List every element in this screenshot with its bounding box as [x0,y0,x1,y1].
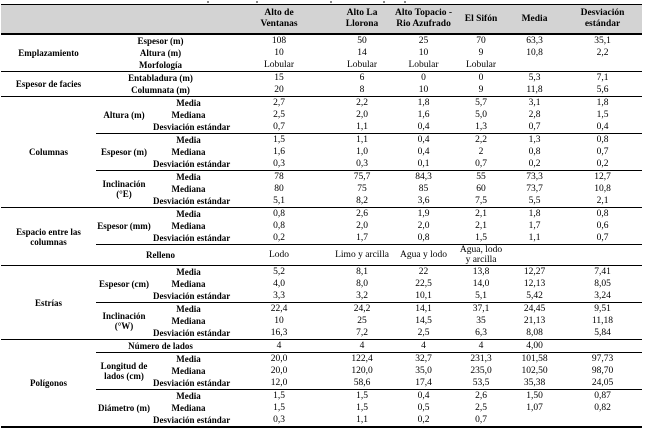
value-cell: 1,7 [528,221,541,231]
value-cell: 1,07 [526,403,543,413]
value-cell: 2,1 [475,221,487,231]
value-cell [563,414,642,427]
value-cell: 0,8 [596,209,609,219]
value-cell: 22,5 [415,279,432,289]
value-cell: 35,38 [506,377,563,390]
value-cell: 14 [357,48,367,58]
value-cell: 10,1 [391,290,456,303]
value-cell: 9 [478,48,484,58]
value-cell: 0,4 [391,121,456,134]
group-cell: Estrías [1,266,96,340]
value-cell: 73,3 [526,172,543,182]
stat-cell: Desviación estándar [153,415,231,425]
stat-cell: Desviación estándar [153,328,231,338]
value-cell: 0,1 [391,158,456,171]
value-cell: 1,3 [456,121,506,134]
label-cell: Altura (m) [139,48,182,58]
value-cell: 1,1 [333,121,391,134]
value-cell: 13,8 [472,267,490,277]
value-cell: 17,4 [391,377,456,390]
table-header [1,5,642,35]
value-cell: 14,1 [415,304,432,314]
value-cell [506,414,563,427]
value-cell: 5,0 [475,110,487,120]
value-cell: 20,0 [270,366,288,376]
value-cell: 97,73 [591,354,614,364]
label-cell: Espesor (m) [137,36,184,46]
value-cell: 24,05 [563,377,642,390]
value-cell: 98,70 [591,366,614,376]
label-cell: Inclinación (°W) [96,303,152,340]
stat-cell: Desviación estándar [153,196,231,206]
label-cell: Espesor (mm) [96,208,152,245]
value-cell: 75 [357,184,367,194]
label-cell: Diámetro (m) [97,403,151,413]
value-cell: 4,00 [506,340,563,353]
value-cell: 0,2 [563,158,642,171]
value-cell: 0 [421,73,426,83]
table-body [1,34,642,427]
value-cell: 2,5 [273,110,285,120]
group-cell: Columnas [1,97,96,208]
value-cell: 1,50 [526,391,543,401]
value-cell: 235,0 [470,366,492,376]
value-cell: 84,3 [415,172,432,182]
value-cell: 6,3 [456,327,506,340]
value-cell: 9 [456,84,506,97]
stat-cell: Mediana [171,366,206,376]
stat-cell: Mediana [171,110,206,120]
label-cell: Longitud de lados (cm) [96,353,152,390]
label-cell: Espesor (cm) [96,266,152,303]
value-cell: 1,6 [417,110,430,120]
value-cell: 2,2 [475,135,487,145]
value-cell: 53,5 [456,377,506,390]
value-cell: 1,5 [273,391,285,401]
value-cell: 0,8 [391,232,456,245]
stat-cell: Mediana [171,279,206,289]
value-cell: 11,18 [592,316,614,326]
value-cell: 5,84 [563,327,642,340]
label-cell: Inclinación (°E) [96,171,152,208]
header-cell: Media [506,5,563,35]
value-cell: Lodo [225,245,333,266]
stats-table [1,4,642,428]
value-cell: 0,3 [333,158,391,171]
value-cell: 5,7 [475,98,487,108]
value-cell: 12,27 [523,267,546,277]
value-cell: 3,24 [563,290,642,303]
value-cell: 8,05 [594,279,611,289]
value-cell: 5,3 [528,73,541,83]
value-cell: 0,82 [594,403,611,413]
value-cell: 14,0 [472,279,490,289]
value-cell: 1,8 [417,98,430,108]
value-cell: 8,1 [356,267,368,277]
value-cell: 0,8 [528,147,541,157]
value-cell: Lobular [333,59,391,72]
value-cell: 0,8 [273,221,285,231]
value-cell: 21,13 [523,316,546,326]
stat-cell: Mediana [171,221,206,231]
value-cell: 1,3 [528,135,541,145]
value-cell: Lobular [456,59,506,72]
header-cell: Alto Topacio -Rio Azufrado [391,5,456,35]
value-cell: 58,6 [333,377,391,390]
value-cell: 14,5 [415,316,432,326]
value-cell: 2,5 [391,327,456,340]
value-cell: 3,6 [391,195,456,208]
value-cell: 20 [225,84,333,97]
label-cell: Número de lados [96,340,225,353]
value-cell: 73,7 [526,184,543,194]
value-cell: 1,5 [273,403,285,413]
value-cell: 0,6 [596,221,609,231]
value-cell: 2,1 [475,209,487,219]
value-cell: 3,1 [528,98,541,108]
header-cell: Alto La Llorona [333,5,391,35]
value-cell: 15 [274,73,284,83]
value-cell: 4 [333,340,391,353]
value-cell: 120,0 [351,366,373,376]
value-cell: 16,3 [225,327,333,340]
value-cell: 1,9 [417,209,430,219]
value-cell: 5,2 [273,267,285,277]
value-cell: 35 [476,316,486,326]
value-cell: 2,8 [528,110,541,120]
value-cell: 80 [274,184,284,194]
value-cell: 4 [225,340,333,353]
value-cell: 1,5 [356,391,368,401]
value-cell: 1,1 [356,135,368,145]
value-cell: 2,5 [475,403,487,413]
label-cell: Relleno [96,245,225,266]
value-cell: 7,41 [594,267,611,277]
value-cell: Agua y lodo [391,245,456,266]
value-cell [506,59,563,72]
stat-cell: Media [176,172,201,182]
value-cell: 10 [274,48,284,58]
value-cell: 10 [391,84,456,97]
value-cell: 3,2 [333,290,391,303]
value-cell: 50 [357,36,367,46]
value-cell: 1,6 [273,147,285,157]
value-cell: 0 [478,73,484,83]
value-cell: 63,3 [526,36,543,46]
value-cell: 1,5 [356,403,368,413]
group-cell: Espacio entre las columnas [1,208,96,266]
stat-cell: Desviación estándar [153,291,231,301]
value-cell: 70 [476,36,486,46]
value-cell: 12,0 [225,377,333,390]
value-cell: 122,4 [351,354,373,364]
value-cell: 6 [359,73,365,83]
value-cell [563,245,642,266]
label-cell: Columnata (m) [96,84,225,97]
value-cell: 10,8 [526,48,543,58]
value-cell: 1,1 [356,415,368,425]
value-cell: 1,7 [333,232,391,245]
value-cell [563,59,642,72]
value-cell: 0,2 [225,232,333,245]
value-cell: 8,2 [333,195,391,208]
value-cell: 0,4 [417,391,430,401]
stat-cell: Mediana [171,184,206,194]
value-cell: 32,7 [415,354,432,364]
stat-cell: Mediana [171,316,206,326]
value-cell: 1,5 [596,110,609,120]
value-cell: 5,1 [456,290,506,303]
value-cell: 25 [357,316,367,326]
value-cell: 5,1 [225,195,333,208]
clipped-caption-remnant [0,1,647,4]
value-cell: 10 [274,316,284,326]
stat-cell: Desviación estándar [153,122,231,132]
value-cell: 1,5 [273,135,285,145]
value-cell: 102,50 [521,366,548,376]
value-cell: 1,0 [356,147,368,157]
value-cell: 2,1 [563,195,642,208]
value-cell: 0,4 [563,121,642,134]
header-cell [1,5,225,35]
value-cell: 0,7 [563,232,642,245]
stat-cell: Media [176,98,201,108]
value-cell: 22 [418,267,429,277]
stat-cell: Mediana [171,403,206,413]
value-cell: 75,7 [353,172,371,182]
value-cell: Lobular [391,59,456,72]
value-cell: 12,7 [594,172,611,182]
value-cell: 2 [478,147,484,157]
stat-cell: Media [176,304,201,314]
stat-cell: Mediana [171,147,206,157]
value-cell: 2,0 [417,221,430,231]
value-cell: 9,51 [594,304,611,314]
value-cell: 2,6 [475,391,487,401]
stat-cell: Media [176,354,201,364]
value-cell: 1,8 [596,98,609,108]
value-cell: 1,1 [506,232,563,245]
value-cell: Lobular [225,59,333,72]
value-cell: 60 [476,184,486,194]
group-cell: Polígonos [1,340,96,428]
value-cell: 1,5 [456,232,506,245]
value-cell [506,245,563,266]
value-cell: Limo y arcilla [333,245,391,266]
value-cell: 0,5 [417,403,430,413]
value-cell: 0,2 [417,415,430,425]
value-cell: 24,2 [353,304,371,314]
label-cell: Morfología [96,59,225,72]
value-cell: 35,0 [415,366,432,376]
value-cell: 101,58 [521,354,548,364]
value-cell: 0,7 [456,158,506,171]
stat-cell: Desviación estándar [153,378,231,388]
header-cell: El Sifón [456,5,506,35]
value-cell: 2,2 [596,48,609,58]
value-cell: 2,0 [356,110,368,120]
value-cell: 2,7 [273,98,285,108]
value-cell: 5,42 [506,290,563,303]
value-cell: 0,8 [596,135,609,145]
value-cell: 0,4 [417,135,430,145]
value-cell: 108 [271,36,287,46]
stat-cell: Desviación estándar [153,159,231,169]
stat-cell: Desviación estándar [153,233,231,243]
value-cell: 35,1 [594,36,611,46]
label-cell: Entabladura (m) [128,73,193,83]
value-cell: 5,5 [506,195,563,208]
header-cell: Alto de Ventanas [225,5,333,35]
value-cell: 22,4 [270,304,288,314]
value-cell [563,340,642,353]
value-cell: 8,08 [506,327,563,340]
value-cell: 0,7 [596,147,609,157]
value-cell: 231,3 [470,354,492,364]
value-cell: 0,3 [273,415,285,425]
value-cell: 2,0 [356,221,368,231]
value-cell: 55 [476,172,486,182]
group-cell: Espesor de facies [1,72,96,97]
stat-cell: Media [176,135,201,145]
header-cell: Desviación estándar [563,5,642,35]
value-cell: 10 [418,48,429,58]
value-cell: 4,0 [273,279,285,289]
value-cell: 4 [391,340,456,353]
value-cell: 0,3 [225,158,333,171]
value-cell: 24,45 [523,304,546,314]
value-cell: 7,5 [456,195,506,208]
value-cell: 0,2 [506,158,563,171]
value-cell: 3,3 [225,290,333,303]
value-cell: 10,8 [594,184,611,194]
value-cell: 20,0 [270,354,288,364]
stat-cell: Media [176,209,201,219]
group-cell: Emplazamiento [1,34,96,72]
value-cell: 2,2 [356,98,368,108]
value-cell: 5,6 [563,84,642,97]
value-cell: 4 [456,340,506,353]
stat-cell: Media [176,267,201,277]
value-cell: 25 [418,36,429,46]
value-cell: 0,4 [417,147,430,157]
value-cell: 0,7 [506,121,563,134]
label-cell: Espesor (m) [96,134,152,171]
value-cell: 1,8 [528,209,541,219]
stat-cell: Media [176,391,201,401]
value-cell: 12,13 [523,279,546,289]
value-cell: 85 [418,184,429,194]
value-cell: 8 [333,84,391,97]
value-cell: 78 [274,172,284,182]
value-cell: 7,2 [333,327,391,340]
value-cell: 2,6 [356,209,368,219]
value-cell: 0,7 [225,121,333,134]
value-cell: 8,0 [356,279,368,289]
value-cell: 37,1 [472,304,490,314]
value-cell: 11,8 [506,84,563,97]
value-cell: Agua, lodo y arcilla [456,245,506,266]
value-cell: 0,87 [594,391,611,401]
value-cell: 7,1 [596,73,609,83]
label-cell: Altura (m) [96,97,152,134]
value-cell: 0,8 [273,209,285,219]
value-cell: 0,7 [475,415,487,425]
